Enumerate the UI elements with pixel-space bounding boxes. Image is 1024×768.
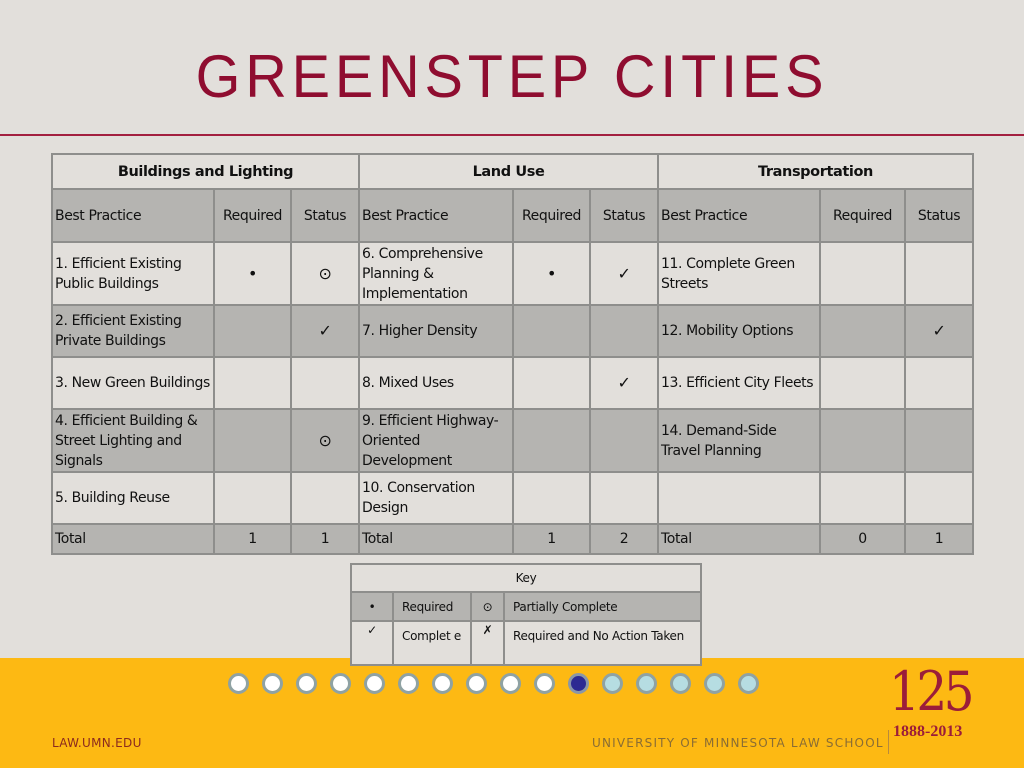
practice-cell: 1. Efficient Existing Public Buildings (52, 242, 214, 305)
slide-dot-7[interactable] (432, 673, 453, 694)
practice-cell: 2. Efficient Existing Private Buildings (52, 305, 214, 357)
partial-circle-icon: ⊙ (291, 242, 359, 305)
total-label: Total (52, 524, 214, 554)
footer-school-name: UNIVERSITY OF MINNESOTA LAW SCHOOL (592, 736, 884, 750)
total-required: 1 (513, 524, 590, 554)
total-required: 1 (214, 524, 291, 554)
total-required: 0 (820, 524, 905, 554)
practice-cell: 4. Efficient Building & Street Lighting and Signals (52, 409, 214, 472)
checkmark-icon: ✓ (351, 621, 393, 665)
key-label-complete: Complet e (393, 621, 471, 665)
required-cell (513, 472, 590, 524)
partial-circle-icon: ⊙ (471, 592, 504, 621)
total-row (52, 524, 973, 554)
col-status: Status (590, 189, 658, 242)
col-status: Status (291, 189, 359, 242)
required-bullet-icon: • (214, 242, 291, 305)
slide-dot-16[interactable] (738, 673, 759, 694)
checkmark-icon: ✓ (590, 242, 658, 305)
required-cell (820, 409, 905, 472)
total-label: Total (359, 524, 513, 554)
slide-dot-5[interactable] (364, 673, 385, 694)
practice-cell: 6. Comprehensive Planning & Implementation (359, 242, 513, 305)
group-buildings-lighting: Buildings and Lighting (52, 154, 359, 189)
required-cell (820, 305, 905, 357)
col-required: Required (820, 189, 905, 242)
table-row (52, 242, 973, 305)
col-required: Required (513, 189, 590, 242)
total-status: 2 (590, 524, 658, 554)
slide-dot-15[interactable] (704, 673, 725, 694)
slide-title: GREENSTEP CITIES (195, 43, 829, 110)
key-title: Key (351, 564, 701, 592)
total-status: 1 (291, 524, 359, 554)
status-cell (905, 357, 973, 409)
col-best-practice: Best Practice (658, 189, 820, 242)
slide-dot-1[interactable] (228, 673, 249, 694)
anniversary-logo-number: 125 (889, 660, 971, 723)
slide-dot-10[interactable] (534, 673, 555, 694)
table-row (52, 305, 973, 357)
required-bullet-icon: • (351, 592, 393, 621)
practice-cell: 9. Efficient Highway-Oriented Development (359, 409, 513, 472)
slide-dot-11-current[interactable] (568, 673, 589, 694)
checkmark-icon: ✓ (590, 357, 658, 409)
required-cell (513, 357, 590, 409)
status-cell (905, 409, 973, 472)
cross-icon: ✗ (471, 621, 504, 665)
group-header-row (52, 154, 973, 189)
total-status: 1 (905, 524, 973, 554)
column-header-row (52, 189, 973, 242)
title-divider (0, 134, 1024, 136)
footer-url-link[interactable]: LAW.UMN.EDU (52, 736, 142, 750)
col-best-practice: Best Practice (52, 189, 214, 242)
total-label: Total (658, 524, 820, 554)
required-cell (820, 242, 905, 305)
required-cell (513, 409, 590, 472)
practice-cell: 11. Complete Green Streets (658, 242, 820, 305)
slide-dot-8[interactable] (466, 673, 487, 694)
table-row (52, 357, 973, 409)
slide-dot-13[interactable] (636, 673, 657, 694)
practice-cell: 8. Mixed Uses (359, 357, 513, 409)
slide-dot-9[interactable] (500, 673, 521, 694)
required-cell (214, 305, 291, 357)
slide-dot-4[interactable] (330, 673, 351, 694)
slide-dot-12[interactable] (602, 673, 623, 694)
status-cell (590, 472, 658, 524)
table-row (52, 472, 973, 524)
footer-divider (888, 730, 889, 754)
practice-cell: 14. Demand-Side Travel Planning (658, 409, 820, 472)
legend-key-table (350, 563, 702, 666)
col-best-practice: Best Practice (359, 189, 513, 242)
key-label-required: Required (393, 592, 471, 621)
required-bullet-icon: • (513, 242, 590, 305)
practice-cell: 12. Mobility Options (658, 305, 820, 357)
practice-cell: 13. Efficient City Fleets (658, 357, 820, 409)
practice-cell: 7. Higher Density (359, 305, 513, 357)
checkmark-icon: ✓ (291, 305, 359, 357)
table-row (52, 409, 973, 472)
slide-dot-2[interactable] (262, 673, 283, 694)
slide-dot-14[interactable] (670, 673, 691, 694)
required-cell (214, 472, 291, 524)
checkmark-icon: ✓ (905, 305, 973, 357)
key-label-no-action: Required and No Action Taken (504, 621, 701, 665)
status-cell (905, 242, 973, 305)
required-cell (513, 305, 590, 357)
practice-cell (658, 472, 820, 524)
col-status: Status (905, 189, 973, 242)
status-cell (590, 409, 658, 472)
required-cell (820, 357, 905, 409)
key-label-partial: Partially Complete (504, 592, 701, 621)
col-required: Required (214, 189, 291, 242)
required-cell (820, 472, 905, 524)
slide-dot-3[interactable] (296, 673, 317, 694)
slide-pagination (228, 673, 759, 694)
group-transportation: Transportation (658, 154, 973, 189)
practice-cell: 3. New Green Buildings (52, 357, 214, 409)
status-cell (291, 472, 359, 524)
status-cell (291, 357, 359, 409)
slide-dot-6[interactable] (398, 673, 419, 694)
practice-cell: 10. Conservation Design (359, 472, 513, 524)
required-cell (214, 409, 291, 472)
required-cell (214, 357, 291, 409)
status-cell (590, 305, 658, 357)
anniversary-logo-years: 1888-2013 (893, 723, 963, 740)
group-land-use: Land Use (359, 154, 658, 189)
greenstep-table (51, 153, 974, 555)
practice-cell: 5. Building Reuse (52, 472, 214, 524)
partial-circle-icon: ⊙ (291, 409, 359, 472)
status-cell (905, 472, 973, 524)
